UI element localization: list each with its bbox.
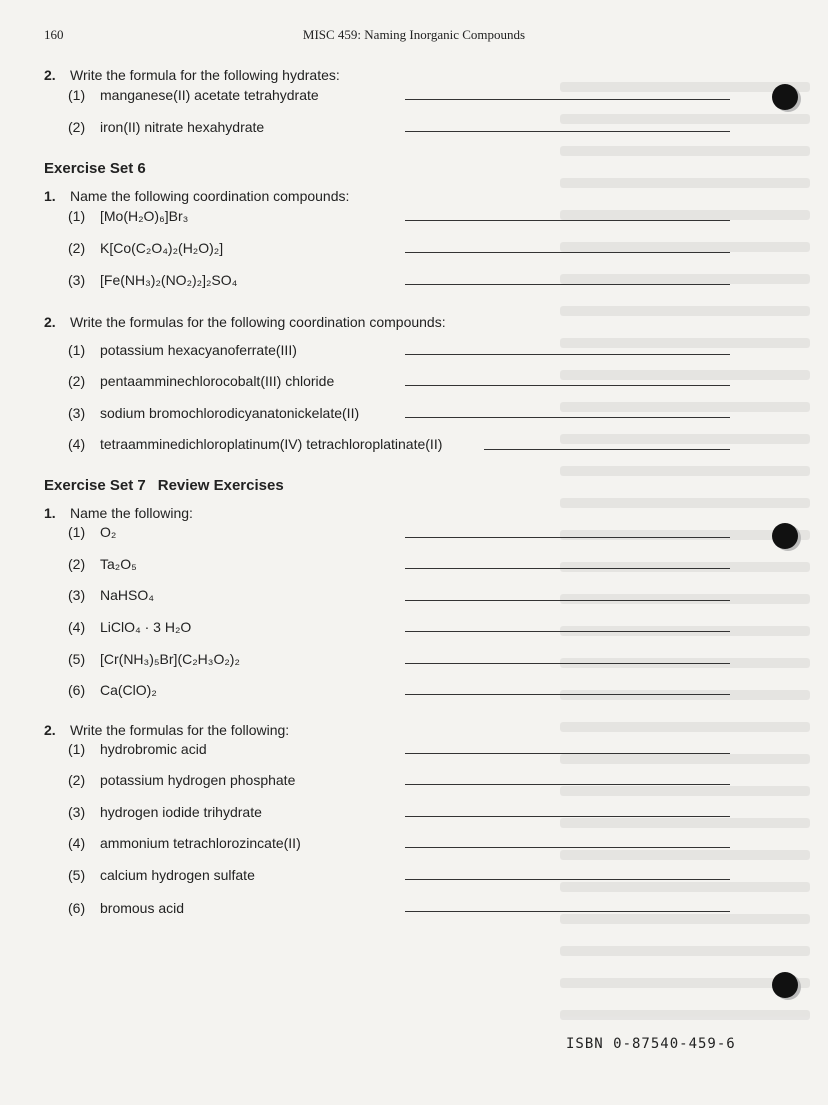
answer-line[interactable]: [405, 568, 730, 569]
running-head: MISC 459: Naming Inorganic Compounds: [302, 27, 526, 42]
isbn: ISBN 0-87540-459-6: [566, 1036, 736, 1052]
answer-line[interactable]: [405, 354, 730, 355]
answer-line[interactable]: [405, 220, 730, 221]
item: (3) [Fe(NH₃)₂(NO₂)₂]₂SO₄: [68, 272, 238, 288]
question-prev-2: [44, 67, 340, 83]
answer-line[interactable]: [405, 252, 730, 253]
page-number: 160: [44, 27, 64, 42]
section-title: Exercise Set 6: [44, 160, 146, 177]
section-title: Exercise Set 7 Review Exercises: [44, 477, 284, 494]
binder-hole-icon: [772, 523, 798, 549]
question-number: 2.: [44, 67, 56, 83]
binder-hole-icon: [772, 84, 798, 110]
item: (2) Ta₂O₅: [68, 556, 137, 572]
item-prev-1: (1) manganese(II) acetate tetrahydrate: [68, 87, 319, 103]
item: (1) hydrobromic acid: [68, 741, 207, 757]
item: (3) sodium bromochlorodicyanatonickelate(II): [68, 405, 360, 421]
binder-hole-icon: [772, 972, 798, 998]
answer-line[interactable]: [405, 131, 730, 132]
show-through-texture: [560, 60, 810, 1060]
item: (2) K[Co(C₂O₄)₂(H₂O)₂]: [68, 240, 224, 256]
answer-line[interactable]: [405, 911, 730, 912]
item: (4) LiClO₄ · 3 H₂O: [68, 619, 192, 635]
item: (6) bromous acid: [68, 900, 185, 916]
answer-line[interactable]: [405, 753, 730, 754]
answer-line[interactable]: [405, 847, 730, 848]
answer-line[interactable]: [405, 816, 730, 817]
answer-line[interactable]: [405, 879, 730, 880]
item: (4) ammonium tetrachlorozincate(II): [68, 835, 301, 851]
answer-line[interactable]: [405, 631, 730, 632]
question-7-2: 2. Write the formulas for the following:: [44, 722, 290, 738]
answer-line[interactable]: [405, 284, 730, 285]
item: (5) [Cr(NH₃)₅Br](C₂H₃O₂)₂: [68, 651, 240, 667]
answer-line[interactable]: [405, 417, 730, 418]
item: (2) pentaamminechlorocobalt(III) chloride: [68, 373, 335, 389]
question-6-2: 2. Write the formulas for the following coordination compounds:: [44, 314, 446, 330]
answer-line[interactable]: [484, 449, 730, 450]
item: (4) tetraamminedichloroplatinum(IV) tetrachloroplatinate(II): [68, 436, 443, 452]
answer-line[interactable]: [405, 537, 730, 538]
item: (2) potassium hydrogen phosphate: [68, 772, 296, 788]
question-6-1: 1. Name the following coordination compounds:: [44, 188, 350, 204]
item: (1) [Mo(H₂O)₆]Br₃: [68, 208, 189, 224]
answer-line[interactable]: [405, 663, 730, 664]
answer-line[interactable]: [405, 694, 730, 695]
item: (5) calcium hydrogen sulfate: [68, 867, 255, 883]
item: (1) O₂: [68, 524, 117, 540]
question-prompt: Write the formula for the following hydrates:: [70, 67, 340, 83]
question-7-1: 1. Name the following:: [44, 505, 193, 521]
answer-line[interactable]: [405, 99, 730, 100]
answer-line[interactable]: [405, 385, 730, 386]
item-prev-2: (2) iron(II) nitrate hexahydrate: [68, 119, 265, 135]
answer-line[interactable]: [405, 600, 730, 601]
answer-line[interactable]: [405, 784, 730, 785]
item: (1) potassium hexacyanoferrate(III): [68, 342, 297, 358]
item: (3) NaHSO₄: [68, 587, 154, 603]
item: (3) hydrogen iodide trihydrate: [68, 804, 262, 820]
item: (6) Ca(ClO)₂: [68, 682, 157, 698]
